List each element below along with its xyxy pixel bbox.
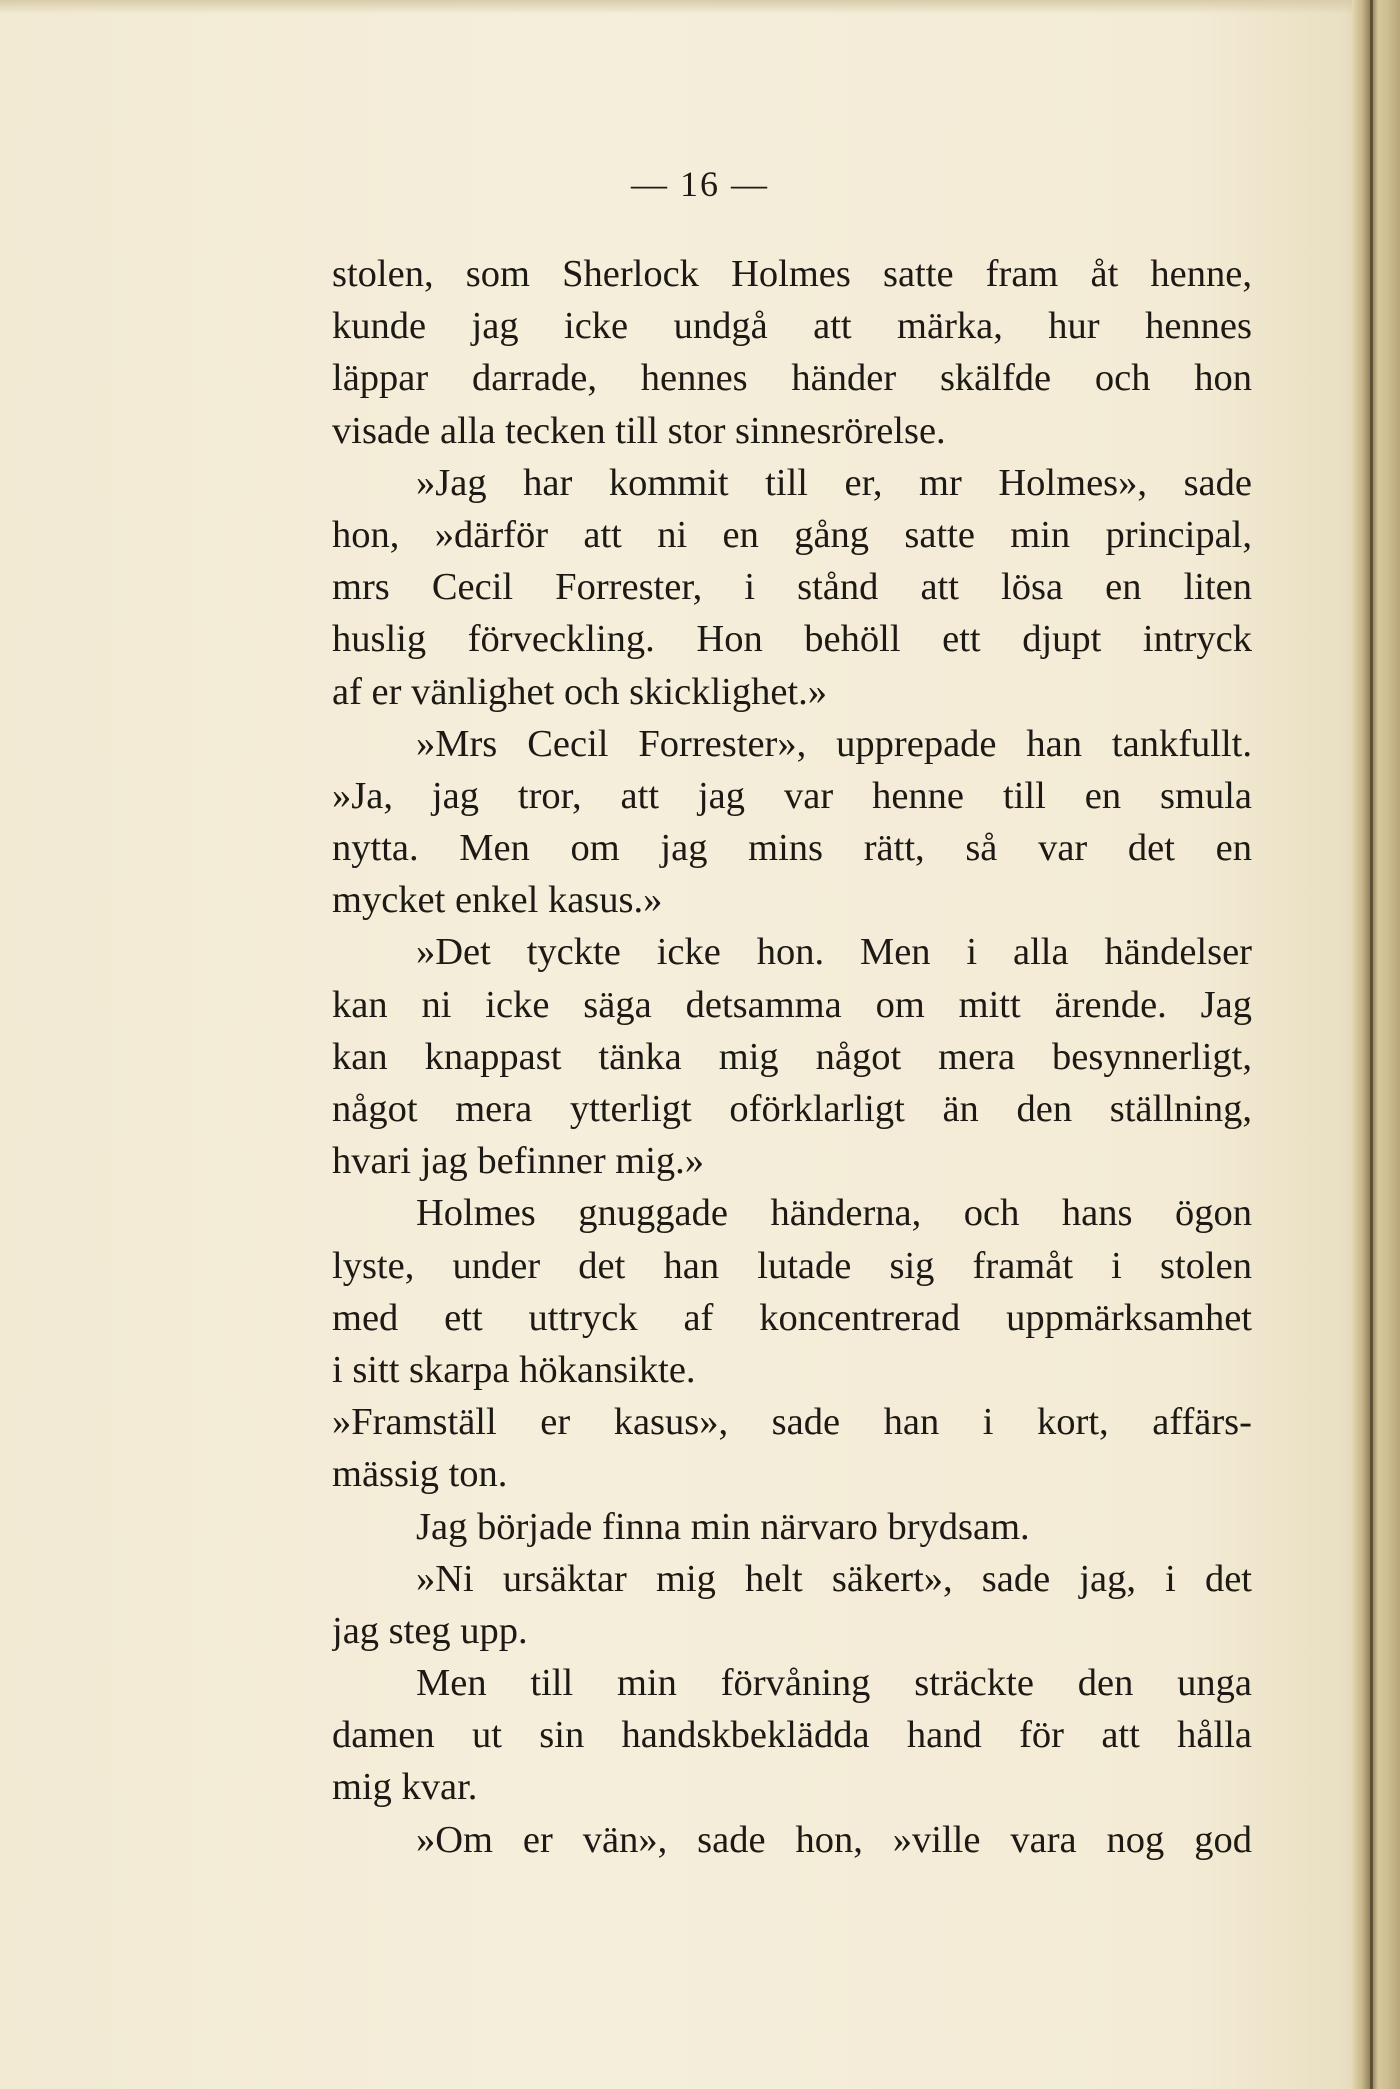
text-line: stolen, som Sherlock Holmes satte fram åt henne,: [332, 253, 1252, 295]
page-number: — 16 —: [631, 164, 769, 204]
text-line: huslig förveckling. Hon behöll ett djupt intryck: [332, 618, 1252, 661]
text-line: hon, »därför att ni en gång satte min principal,: [332, 513, 1252, 556]
text-line: visade alla tecken till stor sinnesrörelse.: [332, 409, 946, 452]
page-binding-edge: [1352, 0, 1400, 2089]
text-line: mrs Cecil Forrester, i stånd att lösa en liten: [332, 566, 1252, 609]
text-line: »Jag har kommit till er, mr Holmes», sade: [416, 461, 1252, 504]
text-line: af er vänlighet och skicklighet.»: [332, 670, 827, 713]
body-text: [332, 248, 1252, 1866]
page-top-shadow: [0, 0, 1400, 14]
text-line: »Ja, jag tror, att jag var henne till en smula: [332, 774, 1252, 817]
text-line: kan knappast tänka mig något mera besynnerligt,: [332, 1035, 1252, 1078]
text-line: i sitt skarpa hökansikte.: [332, 1348, 696, 1391]
text-line: mycket enkel kasus.»: [332, 879, 663, 922]
text-line: lyste, under det han lutade sig framåt i stolen: [332, 1244, 1252, 1287]
text-line: »Ni ursäktar mig helt säkert», sade jag, i det: [416, 1557, 1252, 1600]
text-line: damen ut sin handskbeklädda hand för att hålla: [332, 1714, 1252, 1757]
text-line: kan ni icke säga detsamma om mitt ärende. Jag: [332, 983, 1252, 1026]
page-edge-line: [1370, 0, 1373, 2089]
text-line: »Om er vän», sade hon, »ville vara nog god: [416, 1818, 1252, 1861]
text-line: hvari jag befinner mig.»: [332, 1140, 705, 1183]
text-line: mig kvar.: [332, 1766, 478, 1809]
text-line: »Framställ er kasus», sade han i kort, affärs-: [332, 1401, 1252, 1444]
text-line: mässig ton.: [332, 1453, 508, 1496]
text-line: »Det tyckte icke hon. Men i alla händelser: [416, 931, 1252, 974]
text-line: Men till min förvåning sträckte den unga: [416, 1662, 1252, 1705]
text-line: något mera ytterligt oförklarligt än den ställning,: [332, 1088, 1252, 1130]
text-line: med ett uttryck af koncentrerad uppmärksamhet: [332, 1296, 1252, 1339]
text-line: Jag började finna min närvaro brydsam.: [416, 1505, 1030, 1548]
text-line: kunde jag icke undgå att märka, hur hennes: [332, 305, 1252, 348]
text-line: läppar darrade, hennes händer skälfde och hon: [332, 357, 1252, 400]
text-line: Holmes gnuggade händerna, och hans ögon: [416, 1192, 1252, 1235]
text-line: jag steg upp.: [332, 1609, 528, 1652]
text-line: »Mrs Cecil Forrester», upprepade han tankfullt.: [416, 722, 1252, 765]
text-line: nytta. Men om jag mins rätt, så var det en: [332, 827, 1252, 870]
